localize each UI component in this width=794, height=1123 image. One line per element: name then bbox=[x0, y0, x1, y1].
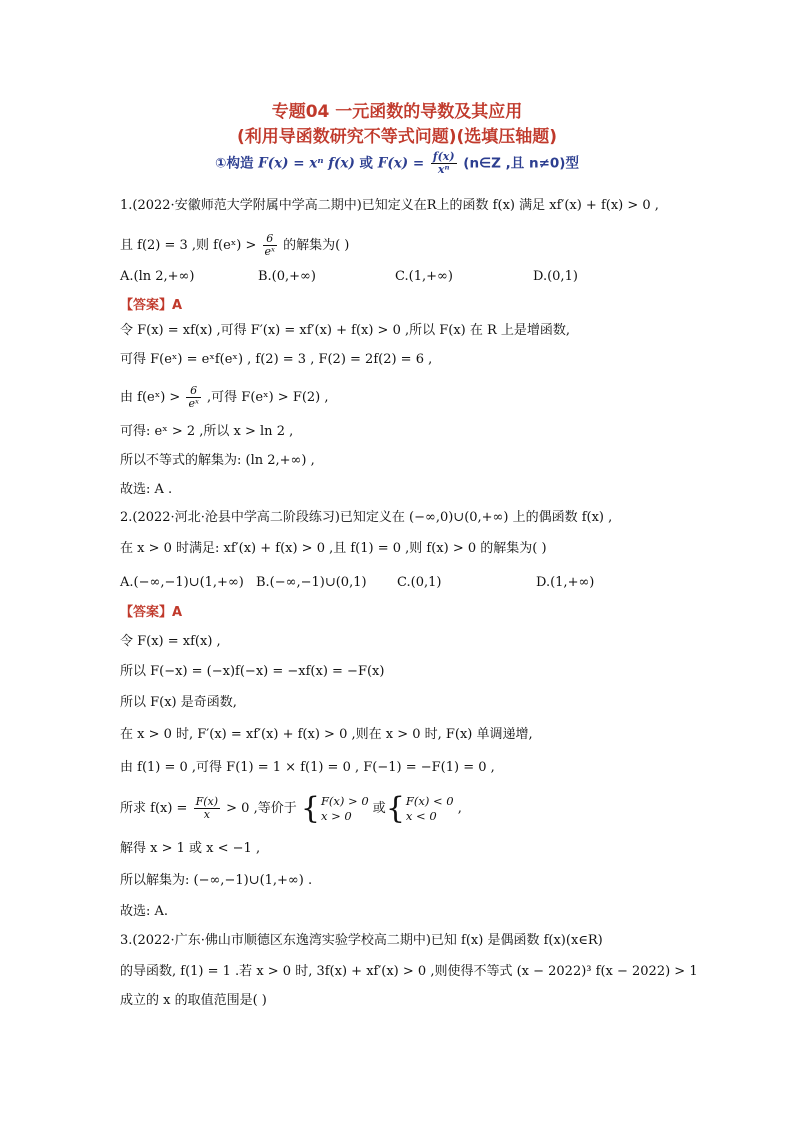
q1-stem-fraction bbox=[263, 233, 277, 258]
q2-system-2-row1: F(x) < 0 bbox=[405, 793, 454, 808]
section-subtitle bbox=[0, 151, 794, 176]
subtitle-fraction-num: f(x) bbox=[432, 150, 455, 163]
q1-choice-b: B.(0,+∞) bbox=[258, 269, 316, 284]
subtitle-prefix: ①构造 bbox=[215, 155, 254, 172]
q1-stem-fraction-num: 6 bbox=[263, 233, 277, 246]
q2-choice-d: D.(1,+∞) bbox=[536, 575, 595, 590]
q3-stem-line3: 成立的 x 的取值范围是( ) bbox=[120, 993, 267, 1008]
q2-system-2 bbox=[406, 794, 454, 824]
q2-solution-line5: 由 f(1) = 0 ,可得 F(1) = 1 × f(1) = 0 , F(−1) = −F(1) = 0 , bbox=[120, 760, 495, 775]
q2-solution-fraction bbox=[194, 796, 220, 821]
q1-solution-line1: 令 F(x) = xf(x) ,可得 F′(x) = xf′(x) + f(x) > 0 ,所以 F(x) 在 R 上是增函数, bbox=[120, 323, 571, 338]
q2-choice-b: B.(−∞,−1)∪(0,1) bbox=[256, 575, 367, 590]
q2-solution-line7: 解得 x > 1 或 x < −1 , bbox=[120, 841, 261, 856]
subtitle-fraction-den: xⁿ bbox=[437, 163, 450, 176]
q3-stem-line2: 的导函数, f(1) = 1 .若 x > 0 时, 3f(x) + xf′(x) > 0 ,则使得不等式 (x − 2022)³ f(x − 2022) > 1 bbox=[120, 964, 698, 979]
q1-solution-line3 bbox=[120, 385, 329, 410]
subtitle-fraction bbox=[431, 151, 457, 176]
q1-stem-line2 bbox=[120, 233, 349, 258]
q2-choice-a: A.(−∞,−1)∪(1,+∞) bbox=[120, 575, 244, 590]
q2-stem-line2: 在 x > 0 时满足: xf′(x) + f(x) > 0 ,且 f(1) = 0 ,则 f(x) > 0 的解集为( ) bbox=[120, 541, 547, 556]
q1-solution-line5: 所以不等式的解集为: (ln 2,+∞) , bbox=[120, 453, 315, 468]
q1-choice-c: C.(1,+∞) bbox=[395, 269, 453, 284]
page-title-line2: (利用导函数研究不等式问题)(选填压轴题) bbox=[236, 127, 558, 147]
q2-solution-line6-or: 或 bbox=[372, 801, 386, 816]
q1-solution-fraction-den: eˣ bbox=[188, 397, 199, 410]
q2-system-1-row1: F(x) > 0 bbox=[320, 793, 369, 808]
q1-stem-fraction-den: eˣ bbox=[264, 245, 275, 258]
q2-system-1 bbox=[321, 794, 369, 824]
q1-choice-a: A.(ln 2,+∞) bbox=[120, 269, 195, 284]
q2-solution-line6 bbox=[120, 792, 462, 826]
q1-stem-line1: 1.(2022·安徽师范大学附属中学高二期中)已知定义在R上的函数 f(x) 满足 xf′(x) + f(x) > 0 , bbox=[120, 198, 659, 213]
q1-stem-post: 的解集为( ) bbox=[283, 238, 350, 253]
q2-solution-line1: 令 F(x) = xf(x) , bbox=[120, 634, 221, 649]
q2-system-1-row2: x > 0 bbox=[320, 808, 352, 823]
q2-stem-line1: 2.(2022·河北·沧县中学高二阶段练习)已知定义在 (−∞,0)∪(0,+∞) 上的偶函数 f(x) , bbox=[120, 510, 613, 525]
q1-solution-line2: 可得 F(eˣ) = eˣf(eˣ) , f(2) = 3 , F(2) = 2f(2) = 6 , bbox=[120, 352, 433, 367]
left-brace-icon-2: { bbox=[385, 790, 405, 826]
q2-solution-line3: 所以 F(x) 是奇函数, bbox=[120, 695, 237, 710]
q1-solution-fraction bbox=[186, 385, 200, 410]
left-brace-icon: { bbox=[300, 790, 320, 826]
q2-solution-fraction-num: F(x) bbox=[195, 795, 219, 808]
q2-solution-line4: 在 x > 0 时, F′(x) = xf′(x) + f(x) > 0 ,则在 x > 0 时, F(x) 单调递增, bbox=[120, 727, 533, 742]
q1-solution-fraction-num: 6 bbox=[186, 385, 200, 398]
q2-solution-fraction-den: x bbox=[203, 808, 210, 821]
subtitle-or: 或 bbox=[359, 155, 374, 172]
subtitle-formula-1: F(x) = xⁿ f(x) bbox=[258, 155, 355, 172]
q2-answer-label: 【答案】A bbox=[120, 605, 183, 620]
q2-solution-line6-mid: > 0 ,等价于 bbox=[226, 801, 297, 816]
q1-solution-line6: 故选: A . bbox=[120, 482, 173, 497]
q1-solution-line3-post: ,可得 F(eˣ) > F(2) , bbox=[207, 390, 329, 405]
q1-stem-pre: 且 f(2) = 3 ,则 f(eˣ) > bbox=[120, 238, 257, 253]
q2-choice-c: C.(0,1) bbox=[397, 575, 442, 590]
q2-system-2-row2: x < 0 bbox=[405, 808, 437, 823]
q1-choice-d: D.(0,1) bbox=[533, 269, 578, 284]
q2-solution-line6-pre: 所求 f(x) = bbox=[120, 801, 188, 816]
q2-solution-line6-post: , bbox=[457, 801, 462, 816]
page-title: 专题04 一元函数的导数及其应用 bbox=[271, 102, 523, 122]
q2-solution-line8: 所以解集为: (−∞,−1)∪(1,+∞) . bbox=[120, 873, 313, 888]
q1-answer-label: 【答案】A bbox=[120, 298, 183, 313]
q2-solution-line2: 所以 F(−x) = (−x)f(−x) = −xf(x) = −F(x) bbox=[120, 664, 385, 679]
q1-solution-line3-pre: 由 f(eˣ) > bbox=[120, 390, 181, 405]
subtitle-suffix: (n∈Z ,且 n≠0)型 bbox=[463, 155, 579, 172]
q2-solution-line9: 故选: A. bbox=[120, 904, 169, 919]
q3-stem-line1: 3.(2022·广东·佛山市顺德区东逸湾实验学校高二期中)已知 f(x) 是偶函数 f(x)(x∈R) bbox=[120, 933, 603, 948]
q1-solution-line4: 可得: eˣ > 2 ,所以 x > ln 2 , bbox=[120, 424, 294, 439]
subtitle-formula-2-lhs: F(x) = bbox=[377, 155, 425, 172]
